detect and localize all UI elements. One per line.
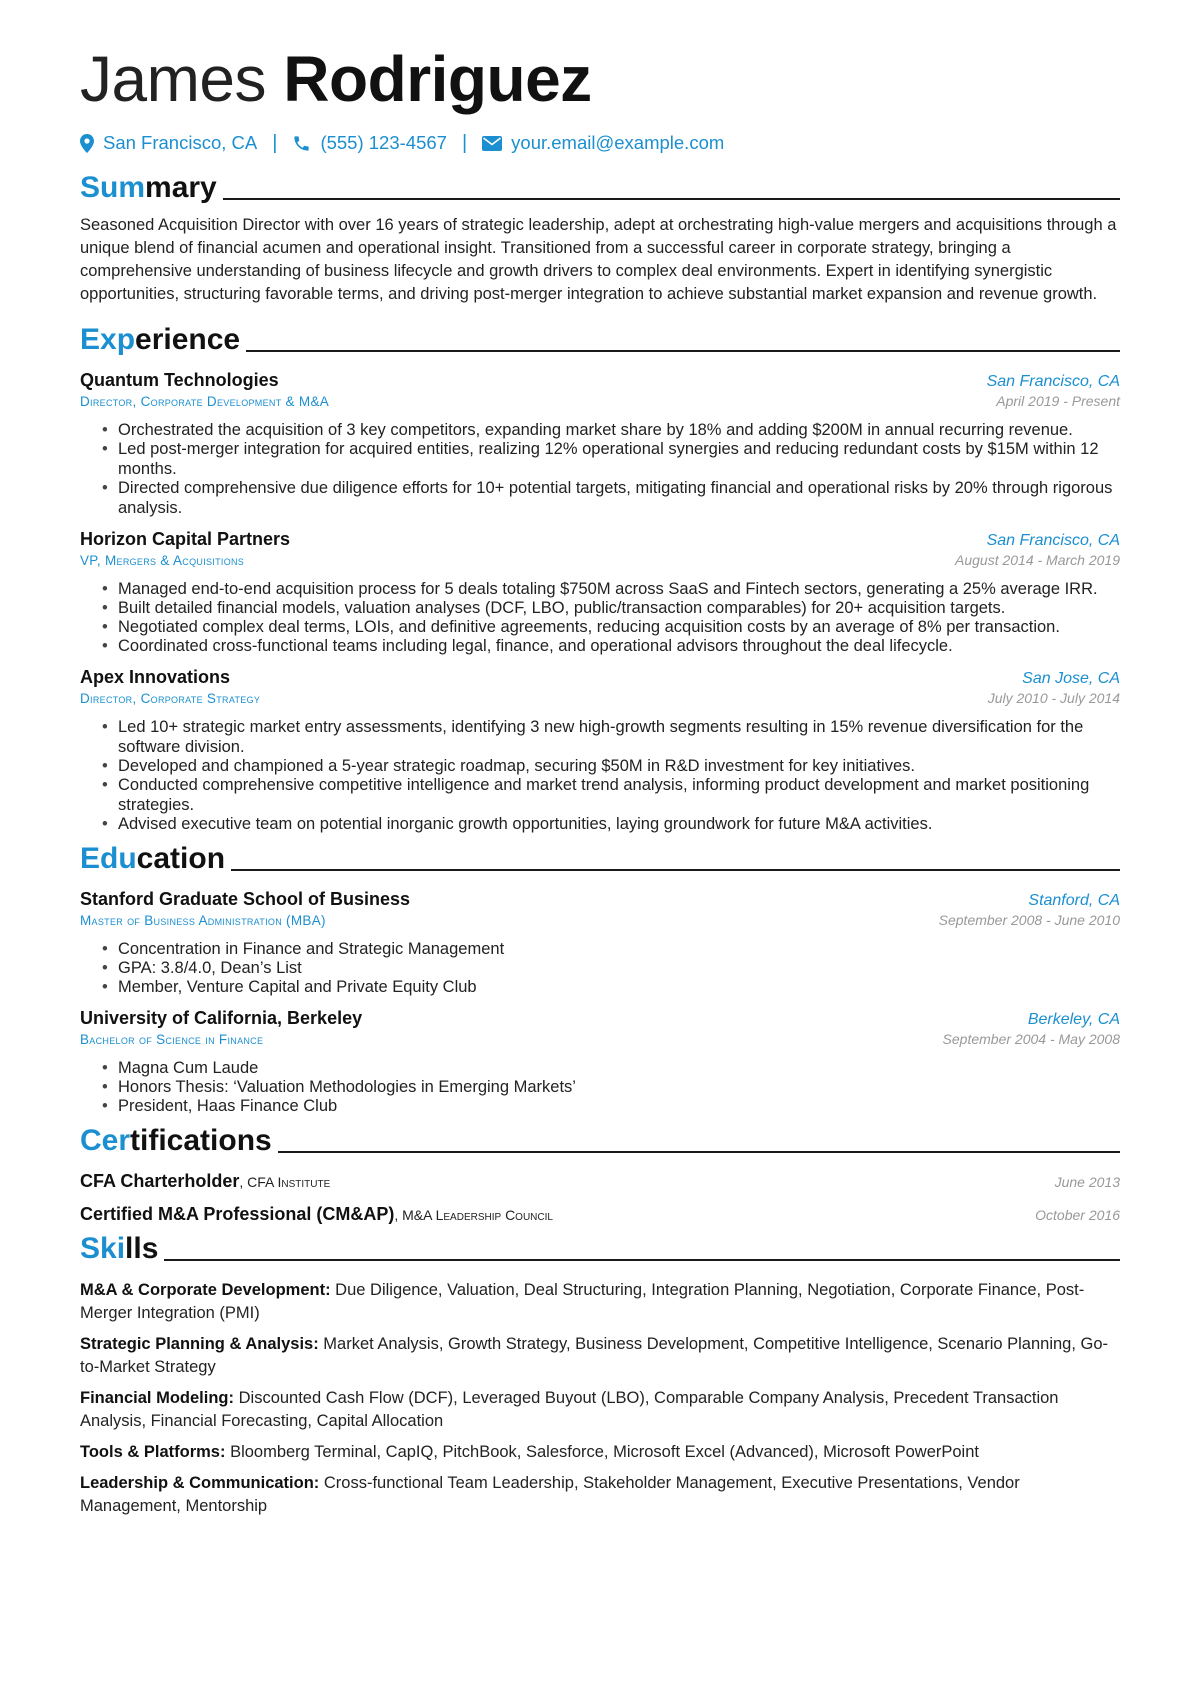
resume-content — [80, 0, 1120, 1518]
list-item: • Coordinated cross-functional teams including legal, finance, and operational advisors throughout the deal lifecycle. — [118, 636, 1120, 656]
phone-text: (555) 123-4567 — [320, 132, 447, 153]
job-entry — [80, 667, 1120, 834]
skill-list: Cross-functional Team Leadership, Stakeholder Management, Executive Presentations, Vendor Management, Mentorship — [80, 1474, 1020, 1515]
school-location: Berkeley, CA — [1027, 1011, 1120, 1028]
job-dates: August 2014 - March 2019 — [955, 552, 1120, 568]
section-title: Summary — [80, 171, 217, 204]
skill-list: Discounted Cash Flow (DCF), Leveraged Buyout (LBO), Comparable Company Analysis, Precedent Transaction Analysis, Financial Forecasting, Capital Allocation — [80, 1389, 1059, 1430]
list-item: • Developed and championed a 5-year strategic roadmap, securing $50M in R&D investment for key initiatives. — [118, 756, 1120, 776]
job-dates: April 2019 - Present — [996, 393, 1120, 409]
section-rule — [278, 1151, 1120, 1153]
skill-label: M&A & Corporate Development: — [80, 1281, 331, 1299]
section-title: Experience — [80, 323, 241, 356]
section-rule — [223, 198, 1120, 200]
envelope-icon — [482, 136, 502, 151]
certification-date: October 2016 — [1035, 1207, 1120, 1223]
experience-heading — [80, 318, 1120, 358]
list-item: • Honors Thesis: ‘Valuation Methodologies in Emerging Markets’ — [118, 1077, 1120, 1097]
job-bullets — [80, 420, 1120, 518]
contact-location — [80, 132, 257, 154]
list-item: • Led 10+ strategic market entry assessments, identifying 3 new high-growth segments resulting in 15% revenue diversification for the software division. — [118, 717, 1120, 757]
list-item: • Managed end-to-end acquisition process for 5 deals totaling $750M across SaaS and Fintech sectors, generating a 25% average IRR. — [118, 579, 1120, 599]
job-dates: July 2010 - July 2014 — [987, 690, 1120, 706]
education-entry — [80, 1008, 1120, 1116]
location-text: San Francisco, CA — [103, 132, 258, 153]
summary-text: Seasoned Acquisition Director with over 16 years of strategic leadership, adept at orchestrating high-value mergers and acquisitions through a unique blend of financial acumen and operational insight. Transitioned from a successful career in corporate strategy, bringing a comprehensive understanding of business lifecycle and growth drivers to complex deal environments. Expert in identifying synergistic opportunities, structuring favorable terms, and driving post-merger integration to achieve substantial market expansion and revenue growth. — [80, 216, 1117, 303]
list-item: • Built detailed financial models, valuation analyses (DCF, LBO, public/transaction comparables) for 20+ acquisition targets. — [118, 598, 1120, 618]
section-title: Skills — [80, 1232, 159, 1265]
contact-line — [80, 129, 1120, 157]
certification-issuer: CFA Institute — [247, 1174, 331, 1190]
school-name: University of California, Berkeley — [80, 1008, 363, 1028]
certification-entry: CFA Charterholder, CFA Institute June 2013 — [80, 1171, 1120, 1191]
certification-name: Certified M&A Professional (CM&AP) — [80, 1204, 395, 1224]
job-location: San Jose, CA — [1022, 670, 1120, 687]
job-location: San Francisco, CA — [986, 373, 1120, 390]
degree: Master of Business Administration (MBA) — [80, 913, 326, 928]
education-bullets — [80, 1058, 1120, 1116]
candidate-name — [80, 40, 1120, 118]
skill-list: Bloomberg Terminal, CapIQ, PitchBook, Salesforce, Microsoft Excel (Advanced), Microsoft PowerPoint — [230, 1443, 979, 1461]
job-title: Director, Corporate Development & M&A — [80, 394, 330, 409]
skill-group — [80, 1333, 1120, 1379]
list-item: • GPA: 3.8/4.0, Dean’s List — [118, 958, 1120, 978]
job-bullets — [80, 717, 1120, 834]
list-item: • Orchestrated the acquisition of 3 key competitors, expanding market share by 18% and adding $200M in annual recurring revenue. — [118, 420, 1120, 440]
skill-list: Due Diligence, Valuation, Deal Structuring, Integration Planning, Negotiation, Corporate Finance, Post-Merger Integration (PMI) — [80, 1281, 1085, 1322]
list-item: • Concentration in Finance and Strategic Management — [118, 939, 1120, 959]
skill-group — [80, 1441, 1120, 1464]
list-item: • Led post-merger integration for acquired entities, realizing 12% operational synergies and reducing redundant costs by $15M within 12 months. — [118, 439, 1120, 479]
contact-email[interactable] — [482, 132, 724, 154]
certification-name: CFA Charterholder — [80, 1171, 240, 1191]
list-item: • Conducted comprehensive competitive intelligence and market trend analysis, informing product development and market positioning strategies. — [118, 775, 1120, 815]
skill-label: Strategic Planning & Analysis: — [80, 1335, 319, 1353]
contact-phone — [292, 132, 447, 154]
company-name: Apex Innovations — [80, 667, 231, 687]
list-item: • President, Haas Finance Club — [118, 1096, 1120, 1116]
section-rule — [246, 350, 1120, 352]
job-entry — [80, 370, 1120, 518]
skills-heading — [80, 1227, 1120, 1267]
school-dates: September 2004 - May 2008 — [942, 1031, 1120, 1047]
school-dates: September 2008 - June 2010 — [938, 912, 1120, 928]
education-heading — [80, 837, 1120, 877]
skill-group — [80, 1472, 1120, 1518]
list-item: • Member, Venture Capital and Private Equity Club — [118, 977, 1120, 997]
education-entry — [80, 889, 1120, 997]
skill-group — [80, 1387, 1120, 1433]
last-name: Rodriguez — [283, 43, 592, 115]
map-marker-icon — [80, 134, 94, 153]
skill-label: Leadership & Communication: — [80, 1474, 320, 1492]
list-item: • Magna Cum Laude — [118, 1058, 1120, 1078]
job-entry — [80, 529, 1120, 656]
job-location: San Francisco, CA — [986, 532, 1120, 549]
certification-entry: Certified M&A Professional (CM&AP), M&A Leadership Council October 2016 — [80, 1204, 1120, 1224]
job-bullets — [80, 579, 1120, 656]
school-location: Stanford, CA — [1028, 892, 1120, 909]
separator: | — [272, 131, 278, 154]
phone-icon — [292, 134, 311, 153]
skill-label: Tools & Platforms: — [80, 1443, 226, 1461]
school-name: Stanford Graduate School of Business — [80, 889, 411, 909]
skill-group — [80, 1279, 1120, 1325]
certifications-heading — [80, 1119, 1120, 1159]
section-title: Education — [80, 842, 226, 875]
skill-label: Financial Modeling: — [80, 1389, 235, 1407]
list-item: • Negotiated complex deal terms, LOIs, and definitive agreements, reducing acquisition costs by an average of 8% per transaction. — [118, 617, 1120, 637]
certification-issuer: M&A Leadership Council — [402, 1207, 553, 1223]
job-title: Director, Corporate Strategy — [80, 691, 261, 706]
skill-list: Market Analysis, Growth Strategy, Business Development, Competitive Intelligence, Scenario Planning, Go-to-Market Strategy — [80, 1335, 1109, 1376]
job-title: VP, Mergers & Acquisitions — [80, 553, 245, 568]
summary-heading — [80, 166, 1120, 206]
section-title: Certifications — [80, 1124, 272, 1157]
email-link[interactable]: your.email@example.com — [511, 132, 725, 153]
degree: Bachelor of Science in Finance — [80, 1032, 264, 1047]
first-name: James — [80, 43, 266, 115]
company-name: Horizon Capital Partners — [80, 529, 291, 549]
certification-date: June 2013 — [1054, 1174, 1120, 1190]
company-name: Quantum Technologies — [80, 370, 279, 390]
education-bullets — [80, 939, 1120, 997]
list-item: • Directed comprehensive due diligence efforts for 10+ potential targets, mitigating financial and operational risks by 20% through rigorous analysis. — [118, 478, 1120, 518]
list-item: • Advised executive team on potential inorganic growth opportunities, laying groundwork for future M&A activities. — [118, 814, 1120, 834]
separator: | — [461, 131, 468, 154]
section-rule — [231, 869, 1120, 871]
section-rule — [164, 1259, 1120, 1261]
